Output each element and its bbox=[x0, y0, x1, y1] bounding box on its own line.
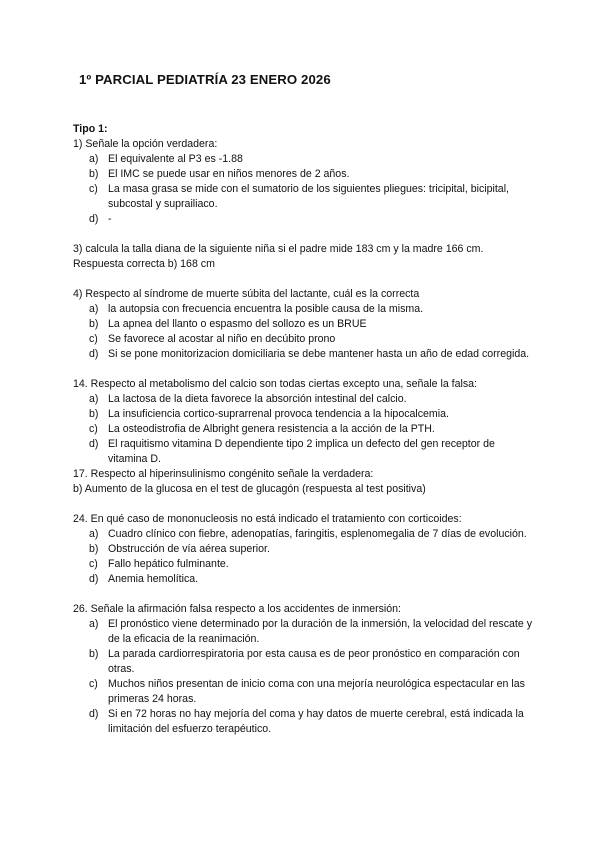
option-marker: a) bbox=[89, 393, 99, 405]
option-item bbox=[73, 182, 533, 212]
question-stem: 24. En qué caso de mononucleosis no está indicado el tratamiento con corticoides: bbox=[73, 513, 462, 525]
option-text: Se favorece al acostar al niño en decúbito prono bbox=[108, 333, 336, 345]
option-text: - bbox=[108, 213, 112, 225]
option-marker: d) bbox=[89, 573, 99, 585]
option-text: La insuficiencia cortico-suprarrenal provoca tendencia a la hipocalcemia. bbox=[108, 408, 449, 420]
option-item bbox=[73, 437, 533, 467]
option-item bbox=[73, 302, 533, 317]
option-text: Si en 72 horas no hay mejoría del coma y hay datos de muerte cerebral, está indicada la limitación del esfuerzo terapéutico. bbox=[108, 708, 524, 735]
option-list bbox=[73, 302, 533, 362]
option-item bbox=[73, 347, 533, 362]
option-marker: c) bbox=[89, 678, 98, 690]
question-3 bbox=[73, 242, 533, 272]
option-marker: a) bbox=[89, 303, 99, 315]
question-26 bbox=[73, 602, 533, 737]
option-text: la autopsia con frecuencia encuentra la posible causa de la misma. bbox=[108, 303, 424, 315]
question-1 bbox=[73, 137, 533, 227]
option-marker: d) bbox=[89, 708, 99, 720]
option-marker: a) bbox=[89, 618, 99, 630]
answer-text: b) Aumento de la glucosa en el test de glucagón (respuesta al test positiva) bbox=[73, 483, 426, 495]
option-text: Obstrucción de vía aérea superior. bbox=[108, 543, 270, 555]
question-stem: 4) Respecto al síndrome de muerte súbita del lactante, cuál es la correcta bbox=[73, 288, 420, 300]
option-item bbox=[73, 527, 533, 542]
option-item bbox=[73, 557, 533, 572]
option-marker: d) bbox=[89, 348, 99, 360]
option-text: La osteodistrofia de Albright genera resistencia a la acción de la PTH. bbox=[108, 423, 435, 435]
option-item bbox=[73, 407, 533, 422]
exam-type-heading: Tipo 1: bbox=[73, 123, 108, 135]
page-title: 1º PARCIAL PEDIATRÍA 23 ENERO 2026 bbox=[79, 72, 331, 87]
option-marker: b) bbox=[89, 648, 99, 660]
option-item bbox=[73, 617, 533, 647]
option-text: La lactosa de la dieta favorece la absorción intestinal del calcio. bbox=[108, 393, 407, 405]
option-list bbox=[73, 152, 533, 227]
option-marker: c) bbox=[89, 423, 98, 435]
option-text: Si se pone monitorizacion domiciliaria se debe mantener hasta un año de edad corregida. bbox=[108, 348, 530, 360]
question-17 bbox=[73, 467, 533, 497]
question-stem: 26. Señale la afirmación falsa respecto a los accidentes de inmersión: bbox=[73, 603, 401, 615]
option-text: El IMC se puede usar en niños menores de 2 años. bbox=[108, 168, 350, 180]
option-text: El pronóstico viene determinado por la duración de la inmersión, la velocidad del rescate y de la eficacia de la reanimación. bbox=[108, 618, 532, 645]
option-item bbox=[73, 707, 533, 737]
option-list bbox=[73, 617, 533, 737]
option-item bbox=[73, 152, 533, 167]
option-text: El equivalente al P3 es -1.88 bbox=[108, 153, 243, 165]
question-14 bbox=[73, 377, 533, 467]
option-marker: c) bbox=[89, 558, 98, 570]
option-text: El raquitismo vitamina D dependiente tipo 2 implica un defecto del gen receptor de vitamina D. bbox=[108, 438, 495, 465]
option-text: La parada cardiorrespiratoria por esta causa es de peor pronóstico en comparación con otras. bbox=[108, 648, 520, 675]
option-item bbox=[73, 167, 533, 182]
option-marker: b) bbox=[89, 543, 99, 555]
option-marker: c) bbox=[89, 183, 98, 195]
option-marker: b) bbox=[89, 168, 99, 180]
option-item bbox=[73, 677, 533, 707]
option-item bbox=[73, 542, 533, 557]
option-marker: b) bbox=[89, 318, 99, 330]
option-item bbox=[73, 572, 533, 587]
option-item bbox=[73, 422, 533, 437]
option-marker: d) bbox=[89, 438, 99, 450]
question-4 bbox=[73, 287, 533, 362]
option-marker: c) bbox=[89, 333, 98, 345]
question-24 bbox=[73, 512, 533, 587]
option-text: Muchos niños presentan de inicio coma con una mejoría neurológica espectacular en las primeras 24 horas. bbox=[108, 678, 525, 705]
question-stem: 14. Respecto al metabolismo del calcio son todas ciertas excepto una, señale la falsa: bbox=[73, 378, 477, 390]
option-marker: a) bbox=[89, 153, 99, 165]
exam-body bbox=[73, 122, 533, 737]
option-item bbox=[73, 317, 533, 332]
question-stem: 17. Respecto al hiperinsulinismo congénito señale la verdadera: bbox=[73, 468, 374, 480]
option-marker: a) bbox=[89, 528, 99, 540]
option-text: La apnea del llanto o espasmo del sollozo es un BRUE bbox=[108, 318, 367, 330]
option-text: Fallo hepático fulminante. bbox=[108, 558, 229, 570]
option-text: La masa grasa se mide con el sumatorio de los siguientes pliegues: tricipital, bicipital, subcostal y suprailiaco. bbox=[108, 183, 510, 210]
option-marker: b) bbox=[89, 408, 99, 420]
option-list bbox=[73, 392, 533, 467]
option-item bbox=[73, 212, 533, 227]
option-list bbox=[73, 527, 533, 587]
question-stem: 1) Señale la opción verdadera: bbox=[73, 138, 218, 150]
option-item bbox=[73, 332, 533, 347]
option-item bbox=[73, 392, 533, 407]
option-text: Anemia hemolítica. bbox=[108, 573, 199, 585]
question-stem: 3) calcula la talla diana de la siguiente niña si el padre mide 183 cm y la madre 166 cm. bbox=[73, 243, 484, 255]
answer-text: Respuesta correcta b) 168 cm bbox=[73, 258, 215, 270]
option-text: Cuadro clínico con fiebre, adenopatías, faringitis, esplenomegalia de 7 días de evolución. bbox=[108, 528, 527, 540]
option-marker: d) bbox=[89, 213, 99, 225]
option-item bbox=[73, 647, 533, 677]
